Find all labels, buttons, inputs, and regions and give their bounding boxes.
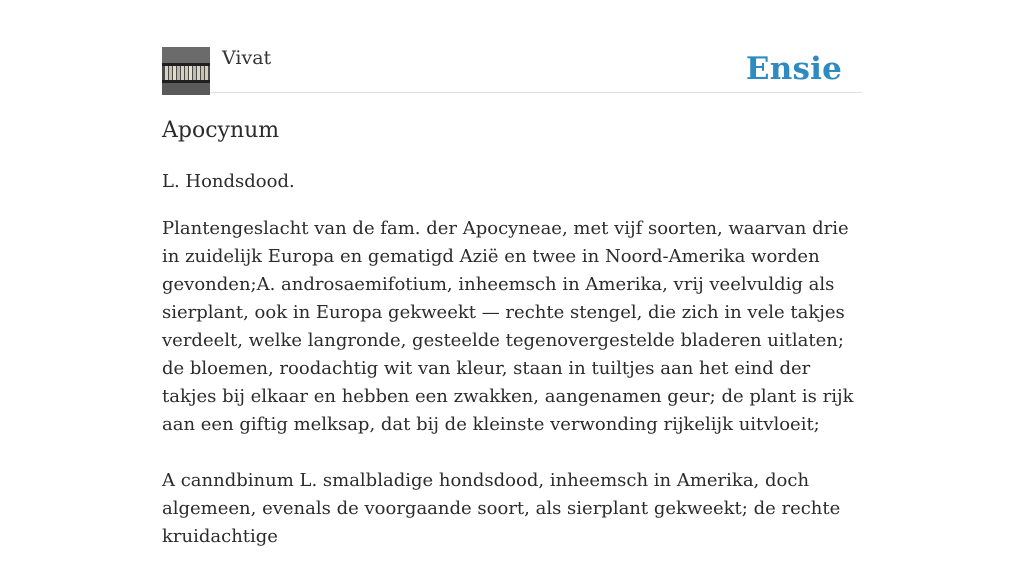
- page-subtitle: L. Hondsdood.: [162, 171, 295, 192]
- paragraph: Plantengeslacht van de fam. der Apocyneae, met vijf soorten, waarvan drie in zuidelijk Europa en gematigd Azië en twee in Noord-Amerika worden gevonden;A. androsaemifotium, inheemsch in Amerika, vrij veelvuldig als sierplant, ook in Europa gekweekt — rechte stengel, die zich in vele takjes verdeelt, welke langronde, gesteelde tegenovergestelde bladeren uitlaten; de bloemen, roodachtig wit van kleur, staan in tuiltjes aan het eind der takjes bij elkaar en hebben een zwakken, aangenamen geur; de plant is rijk aan een giftig melksap, dat bij de kleinste verwonding rijkelijk uitvloeit;: [162, 218, 854, 435]
- bookshelf-avatar-icon: [162, 47, 210, 95]
- brand-logo[interactable]: Ensie: [745, 51, 842, 87]
- page-title: Apocynum: [162, 118, 280, 143]
- author-name[interactable]: Vivat: [222, 47, 272, 69]
- author-avatar[interactable]: [162, 47, 210, 95]
- article-body: [162, 215, 864, 579]
- article-header: [162, 46, 862, 93]
- paragraph: A canndbinum L. smalbladige hondsdood, inheemsch in Amerika, doch algemeen, evenals de voorgaande soort, als sierplant gekweekt; de rechte kruidachtige: [162, 470, 841, 547]
